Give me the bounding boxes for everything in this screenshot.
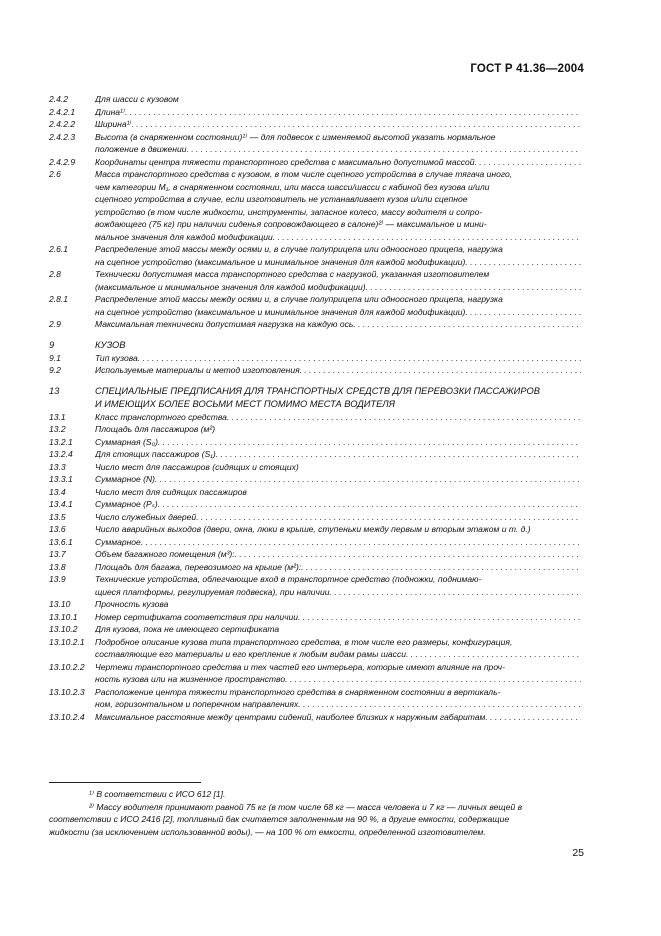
spec-item [49, 561, 581, 574]
spec-item [49, 156, 581, 169]
item-text [95, 131, 581, 156]
item-text-span: Масса транспортного средства с кузовом, в том числе сцепного устройства в случае тягача иного, [95, 169, 513, 179]
spec-item [49, 611, 581, 624]
footnote-separator [49, 782, 201, 783]
page-number: 25 [572, 847, 584, 859]
item-text-line [95, 486, 581, 499]
dot-leader [158, 436, 581, 449]
item-number: 13.2 [49, 424, 66, 434]
dot-leader [187, 143, 582, 156]
item-text [95, 423, 581, 436]
dot-leader [132, 118, 581, 131]
item-text-span: вождающего (75 кг) при наличии сиденья сопровождающего в салоне)²⁾ — максимальное и мини- [95, 219, 487, 229]
item-text-span: Число мест для сидящих пассажиров [95, 486, 247, 497]
item-text [95, 548, 581, 561]
item-text-span: Суммарное (N) [95, 474, 156, 484]
item-text-span: Число мест для пассажиров (сидящих и стоящих) [95, 461, 299, 472]
spec-item [49, 661, 581, 686]
dot-leader [125, 106, 581, 119]
dot-leader [298, 698, 581, 711]
spec-item [49, 498, 581, 511]
item-text-span: мальное значения для каждой модификации [95, 231, 273, 242]
item-text-line [95, 636, 581, 649]
item-text-span: Высота (в снаряженном состоянии)¹⁾ — для подвесок с изменяемой высотой указать нормальное [95, 131, 496, 142]
item-text-line [95, 398, 581, 411]
item-text [95, 536, 581, 549]
item-number: 9.1 [49, 352, 61, 363]
item-text-line [95, 118, 581, 131]
item-text-line [95, 352, 581, 365]
footnote-2-line-3: жидкости (за исключением использованной воды), — на 100 % от емкости, определенной изготовителем. [49, 826, 486, 837]
item-text-line [95, 131, 581, 144]
item-text [95, 118, 581, 131]
item-text-line [95, 611, 581, 624]
item-text [95, 636, 581, 661]
dot-leader [298, 611, 581, 624]
item-text-line [95, 168, 581, 181]
item-text-line [95, 648, 581, 661]
item-number: 13.10 [49, 599, 71, 609]
item-number: 2.9 [49, 319, 61, 329]
dot-leader [406, 648, 581, 661]
item-text [95, 448, 581, 461]
item-text [95, 711, 581, 724]
item-text [95, 473, 581, 486]
spec-item [49, 436, 581, 449]
dot-leader [353, 318, 581, 331]
dot-leader [235, 548, 581, 561]
dot-leader [138, 352, 581, 365]
spec-item [49, 93, 581, 106]
item-text-span: Распределение этой массы между осями и, в случае полуприцепа или одноосного прицепа, нагрузка [95, 244, 503, 254]
spec-item [49, 573, 581, 598]
item-text-span: (максимальное и минимальное значения для каждой модификации) [95, 281, 366, 292]
dot-leader [329, 586, 581, 599]
item-text-span: Технически допустимая масса транспортного средства с нагрузкой, указанная изготовителем [95, 269, 490, 279]
spec-item [49, 536, 581, 549]
section-gap [49, 331, 581, 339]
item-number: 2.4.2.9 [49, 156, 76, 167]
item-text-line [95, 523, 581, 536]
item-text-span: Для кузова, пока не имеющего сертификата [95, 624, 280, 634]
item-number: 13.4 [49, 486, 66, 497]
item-text-line [95, 423, 581, 436]
item-text-line [95, 306, 581, 319]
spec-item [49, 598, 581, 611]
item-number: 2.4.2 [49, 94, 69, 104]
item-number: 2.4.2.1 [49, 106, 76, 117]
item-text-span: КУЗОВ [95, 339, 126, 350]
item-text-span: Расположение центра тяжести транспортного средства в снаряженном состоянии в вертикаль- [95, 686, 501, 697]
item-number: 2.8.1 [49, 294, 69, 304]
item-text-span: сцепного устройства в случае, если изготовитель не устанавливает кузов и/или сцепное [95, 194, 468, 204]
spec-item-list [49, 93, 581, 723]
dot-leader [465, 306, 581, 319]
item-text-line [95, 293, 581, 306]
spec-item [49, 711, 581, 724]
item-text-line [95, 436, 581, 449]
item-text [95, 611, 581, 624]
spec-item [49, 411, 581, 424]
item-text-line [95, 548, 581, 561]
item-text-line [95, 661, 581, 674]
item-text-span: Технические устройства, облегчающие вход в транспортное средство (подножки, поднимаю- [95, 574, 482, 584]
item-text [95, 461, 581, 474]
item-text [95, 511, 581, 524]
item-text-span: чем категории М₁, в снаряженном состоянии, или масса шасси/шасси с кабиной без кузова и/или [95, 181, 490, 192]
item-text-line [95, 206, 581, 219]
item-text-span: Суммарное (Pₛ) [95, 499, 158, 509]
item-text-line [95, 364, 581, 377]
item-text-span: Для стоящих пассажиров (S₁) [95, 449, 216, 459]
item-text-span: на сцепное устройство (максимальное и минимальное значения для каждой модификации) [95, 256, 466, 267]
item-text [95, 352, 581, 365]
item-number: 13.10.2.2 [49, 661, 85, 672]
item-text-span: И ИМЕЮЩИХ БОЛЕЕ ВОСЬМИ МЕСТ ПОМИМО МЕСТА ВОДИТЕЛЯ [95, 398, 395, 409]
item-number: 13.10.2.3 [49, 686, 85, 697]
item-text-line [95, 218, 581, 231]
item-text [95, 486, 581, 499]
item-text-span: Площадь для багажа, перевозимого на крыше (м²): [95, 561, 302, 572]
item-number: 13.4.1 [49, 499, 73, 509]
item-number: 13.10.2 [49, 624, 78, 634]
item-text-span: устройство (в том числе жидкости, инструменты, запасное колесо, массу водителя и сопро- [95, 206, 483, 217]
item-text-span: Подробное описание кузова типа транспортного средства, в том числе его размеры, конфигурация, [95, 636, 513, 647]
item-text-line [95, 243, 581, 256]
item-text [95, 106, 581, 119]
item-text [95, 339, 581, 352]
item-text-span: Суммарная (S₀) [95, 436, 158, 447]
item-text [95, 498, 581, 511]
item-number: 2.8 [49, 269, 61, 279]
dot-leader [158, 498, 581, 511]
item-text-span: СПЕЦИАЛЬНЫЕ ПРЕДПИСАНИЯ ДЛЯ ТРАНСПОРТНЫХ СРЕДСТВ ДЛЯ ПЕРЕВОЗКИ ПАССАЖИРОВ [95, 385, 540, 396]
item-text [95, 661, 581, 686]
item-text [95, 318, 581, 331]
footnote-2-line-2: соответствии с ИСО 2416 [2], топливный бак считается заполненным на 90 %, а другие емкости, содержащие [49, 814, 510, 825]
item-text-line [95, 598, 581, 611]
footnote-1: ¹⁾ В соответствии с ИСО 612 [1]. [89, 789, 226, 799]
item-text-line [95, 711, 581, 724]
spec-item [49, 339, 581, 352]
dot-leader [366, 281, 581, 294]
item-text-line [95, 339, 581, 352]
dot-leader [300, 364, 581, 377]
spec-item [49, 385, 581, 411]
spec-item [49, 473, 581, 486]
item-text [95, 385, 581, 411]
item-number: 13.5 [49, 511, 66, 522]
item-text-span: Для шасси с кузовом [95, 94, 179, 104]
item-text-span: Координаты центра тяжести транспортного средства с максимально допустимой массой [95, 156, 475, 167]
item-text-line [95, 268, 581, 281]
item-text-line [95, 673, 581, 686]
footnote-2-line-1: ²⁾ Массу водителя принимают равной 75 кг (в том числе 68 кг — масса человека и 7 кг — личных вещей в [89, 801, 523, 812]
spec-item [49, 636, 581, 661]
item-text-line [95, 318, 581, 331]
item-text-line [95, 181, 581, 194]
dot-leader [216, 448, 581, 461]
spec-item [49, 448, 581, 461]
dot-leader [155, 473, 581, 486]
item-text-span: Прочность кузова [95, 599, 169, 609]
dot-leader [465, 256, 581, 269]
item-text-span: Суммарное [95, 536, 141, 547]
spec-item [49, 118, 581, 131]
dot-leader [301, 561, 581, 574]
dot-leader [227, 411, 581, 424]
item-text-line [95, 281, 581, 294]
item-text-line [95, 686, 581, 699]
item-text [95, 93, 581, 106]
item-text [95, 168, 581, 243]
item-number: 13.7 [49, 549, 66, 559]
spec-item [49, 686, 581, 711]
item-text-span: Ширина¹⁾ [95, 119, 132, 129]
document-code-header: ГОСТ Р 41.36—2004 [470, 63, 584, 75]
spec-item [49, 511, 581, 524]
item-text [95, 623, 581, 636]
item-text-span: Число аварийных выходов (двери, окна, люки в крыше, ступеньки между первым и вторым этажом и т. д.) [95, 524, 531, 534]
item-text-line [95, 561, 581, 574]
item-text-line [95, 156, 581, 169]
item-text-span: Чертежи транспортного средства и тех частей его интерьера, которые имеют влияние на проч- [95, 661, 505, 672]
item-text-line [95, 143, 581, 156]
item-number: 13 [49, 385, 60, 396]
item-text-span: Объем багажного помещения (м³): [95, 549, 235, 559]
item-number: 13.2.1 [49, 436, 73, 447]
spec-item [49, 364, 581, 377]
item-text [95, 436, 581, 449]
item-text-line [95, 385, 581, 398]
footnotes [49, 788, 581, 838]
item-text-span: Длина¹⁾ [95, 106, 125, 117]
item-text-span: Максимальная технически допустимая нагрузка на каждую ось [95, 319, 354, 329]
item-text-line [95, 106, 581, 119]
item-text-line [95, 461, 581, 474]
item-text-line [95, 93, 581, 106]
item-text-span: щиеся платформы, регулируемая подвеска), при наличии [95, 586, 330, 597]
item-text-span: Класс транспортного средства [95, 411, 227, 422]
item-text-line [95, 231, 581, 244]
item-text-span: Тип кузова [95, 352, 138, 363]
section-gap [49, 377, 581, 385]
item-number: 13.10.2.1 [49, 636, 85, 647]
spec-item [49, 318, 581, 331]
spec-item [49, 268, 581, 293]
item-text-line [95, 448, 581, 461]
spec-item [49, 243, 581, 268]
item-text [95, 561, 581, 574]
dot-leader [475, 156, 581, 169]
item-number: 13.6 [49, 524, 66, 534]
spec-item [49, 548, 581, 561]
item-text-span: на сцепное устройство (максимальное и минимальное значения для каждой модификации) [95, 306, 466, 317]
item-text-line [95, 498, 581, 511]
item-text-line [95, 536, 581, 549]
dot-leader [485, 711, 581, 724]
item-number: 9.2 [49, 365, 61, 375]
dot-leader [273, 231, 581, 244]
item-text [95, 156, 581, 169]
item-text-line [95, 511, 581, 524]
dot-leader [285, 673, 581, 686]
item-number: 13.8 [49, 561, 66, 572]
item-text-span: Число служебных дверей [95, 511, 197, 522]
spec-item [49, 168, 581, 243]
item-text [95, 411, 581, 424]
item-number: 13.2.4 [49, 449, 73, 459]
item-text [95, 293, 581, 318]
item-text-line [95, 193, 581, 206]
dot-leader [141, 536, 581, 549]
item-text-line [95, 473, 581, 486]
spec-item [49, 106, 581, 119]
item-text-span: положение в движении [95, 144, 187, 154]
item-text-span: Распределение этой массы между осями и, в случае полуприцепа или одноосного прицепа, нагрузка [95, 294, 503, 304]
spec-item [49, 131, 581, 156]
item-text-span: ном, горизонтальном и поперечном направлениях [95, 699, 299, 709]
spec-item [49, 461, 581, 474]
item-text-line [95, 623, 581, 636]
item-text-line [95, 573, 581, 586]
item-text-line [95, 256, 581, 269]
item-text [95, 364, 581, 377]
spec-item [49, 423, 581, 436]
item-text [95, 268, 581, 293]
spec-item [49, 523, 581, 536]
item-number: 13.1 [49, 411, 66, 422]
item-text-span: ность кузова или на жизненное пространство [95, 674, 286, 684]
item-text-span: Используемые материалы и метод изготовления [95, 365, 300, 375]
item-number: 13.3 [49, 461, 66, 472]
item-text [95, 686, 581, 711]
item-number: 9 [49, 339, 55, 350]
item-text [95, 598, 581, 611]
item-number: 13.3.1 [49, 474, 73, 484]
item-text-span: Номер сертификата соответствия при наличии [95, 611, 299, 622]
item-text-span: Максимальное расстояние между центрами сидений, наиболее близких к наружным габаритам [95, 711, 486, 722]
spec-item [49, 623, 581, 636]
dot-leader [196, 511, 581, 524]
spec-item [49, 486, 581, 499]
item-number: 13.9 [49, 574, 66, 584]
spec-item [49, 352, 581, 365]
item-number: 13.6.1 [49, 536, 73, 547]
item-number: 2.6 [49, 169, 61, 179]
item-number: 2.4.2.2 [49, 119, 76, 129]
item-number: 2.6.1 [49, 244, 69, 254]
item-text-line [95, 586, 581, 599]
spec-item [49, 293, 581, 318]
item-number: 13.10.1 [49, 611, 78, 622]
item-number: 13.10.2.4 [49, 711, 85, 722]
item-text-line [95, 411, 581, 424]
item-text-line [95, 698, 581, 711]
item-text [95, 523, 581, 536]
item-text-span: Площадь для пассажиров (м²) [95, 424, 216, 434]
item-text [95, 573, 581, 598]
item-text [95, 243, 581, 268]
item-number: 2.4.2.3 [49, 131, 76, 142]
item-text-span: составляющие его материалы и его крепление к любым видам рамы шасси [95, 649, 406, 659]
